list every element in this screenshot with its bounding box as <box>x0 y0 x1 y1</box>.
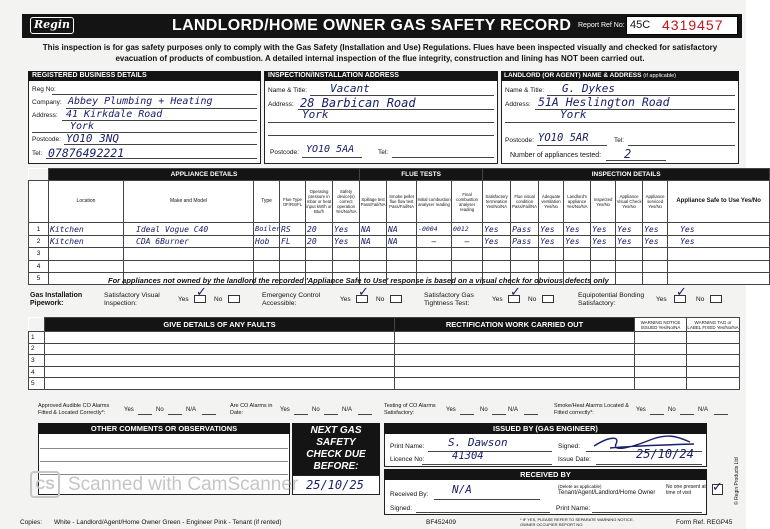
co-in-date-label: Are CO Alarms in Date: <box>230 403 273 416</box>
landlord-postcode: YO10 5AR <box>538 132 589 144</box>
table-row: 5 <box>29 378 740 390</box>
received-parties: Tenant/Agent/Landlord/Home Owner <box>558 490 656 496</box>
table-row: 2 <box>29 343 740 355</box>
smoke-alarm-label: Smoke/Heat Alarms Located & Fitted correctly*: <box>554 403 629 416</box>
appliances-tested-value: 2 <box>624 147 632 161</box>
col-flue-type: Flue Type OF/RS/FL <box>280 181 306 223</box>
business-address2: York <box>70 121 95 132</box>
col-type: Type <box>254 181 280 223</box>
installation-name: Vacant <box>330 82 370 95</box>
flue-tests-heading: FLUE TESTS <box>360 169 483 181</box>
gas-safety-record-form: Regin LANDLORD/HOME OWNER GAS SAFETY RECORD Report Ref No: 45C 4319457 This inspection is for gas safety purposes only to comply with the Gas Safety (Installation and Use) Regulations. Flues have been inspected visually and checked for satisfactory evacuation of products of combustion. A detailed internal inspection of the flue integrity, construction and lining has NOT been carried out. REGISTERED BUSINESS DETAILS Reg No: Company: Abbey Plumbing + Heating Address: 41 Kirkdale Road York Postcode: YO10 3NQ Tel: 07876492221 INSPECTION/INSTALLATION ADDRESS Name & Title: Vacant Address: 28 Barbican Road York Postcode: YO10 5AA Tel: LANDLORD (OR AGENT) NAME & ADDRESS (if applicable) Name & Title: G. Dykes Address: 51A Heslington Road York Postcode: YO10 5AR Tel: Number of appliances tested: 2 APPLIANCE DETAILS FLUE TESTS INSPECTION DETAILS Location Make and Model Type Flue Type OF/RS/FL Operating pressure in mbar or heat input kW/h or Btu/h Safety device(s) correct operation Yes/No/NA Spillage test Pass/Fail/NA Smoke pellet flue flow test Pass/Fail/NA Initial combustion analyser reading Final combustion analyser reading Satisfactory termination Yes/No/NA Flue visual condition Pass/Fail/NA Adequate ventilation Yes/No Landlord's appliance Yes/No/NA Inspected Yes/No Appliance Visual Check Yes/No Appliance serviced Yes/No Appliance Safe to Use Yes/No 1 Kitchen Ideal Vogue C40 Boiler RS 20 Yes NA NA -0004 0012 Yes Pass Yes Yes Yes Yes Yes Yes 2 Kitchen CDA 6Burner Hob FL 20 Yes NA NA — — Yes Pass Yes Yes Yes Yes Yes Yes 3 4 5 For appliances not owned by the landlord the recorded 'Appliance Safe to Use' response is based on a visual check for obvious defects only Gas Installation Pipework: Satisfactory Visual Inspection: Yes ✓ No Emergency Control Accessible: Yes ✓ No Satisfactory Gas Tightness Test: Yes ✓ No Equipotential Bonding Satisfactory: Yes ✓ No GIVE DETAILS OF ANY FAULTS RECTIFICATION WORK CARRIED OUT WARNING NOTICE ISSUED Yes/No/NA WARNING TAG or LABEL FIXED Yes/No/NA 1 2 3 4 5 Approved Audible CO Alarms Fitted & Located Correctly*: Yes No N/A Are CO Alarms in Date: Yes No N/A Testing of CO Alarms Satisfactory: Yes No N/A Smoke/Heat Alarms Located & Fitted correctly*: Yes No N/A OTHER COMMENTS OR OBSERVATIONS NEXT GAS SAFETY CHECK DUE BEFORE: 25/10/25 ISSUED BY (GAS ENGINEER) Print Name: S. Dawson Licence No: 41304 Signed: Issue Date: 25/10/24 RECEIVED BY Received By: N/A (Delete as applicable) Tenant/Agent/Landlord/Home Owner No one present at time of visit ✓ Signed: Print Name: CS Scanned with CamScanner © Regin Products Ltd Copies: White - Landlord/Agent/Home Owner Green - Engineer Pink - Tenant (if rented) BF452409 * IF YES, PLEASE REFER TO SEPARATE WARNING NOTICE, OWNER OCCUPIER REPORT NO. Form Ref. REGP45 <box>0 0 746 529</box>
col-initial: Initial combustion analyser reading <box>417 181 452 223</box>
col-landlord: Landlord's appliance Yes/No/NA <box>564 181 591 223</box>
business-address-label: Address: <box>32 112 58 119</box>
installation-address-label: Address: <box>268 101 294 108</box>
report-ref-number: 4319457 <box>662 17 724 33</box>
col-safety: Safety device(s) correct operation Yes/No/NA <box>333 181 360 223</box>
engineer-print-label: Print Name: <box>390 443 425 450</box>
col-pressure: Operating pressure in mbar or heat input kW/h or Btu/h <box>306 181 333 223</box>
visual-check-note: For appliances not owned by the landlord the recorded 'Appliance Safe to Use' response is based on a visual check for obvious defects only <box>108 276 609 285</box>
table-row: 2 Kitchen CDA 6Burner Hob FL 20 Yes NA NA — — Yes Pass Yes Yes Yes Yes Yes Yes <box>29 235 770 247</box>
side-note: © Regin Products Ltd <box>734 457 740 505</box>
table-row: 4 <box>29 366 740 378</box>
form-ref: Form Ref. REGP45 <box>676 519 733 526</box>
received-heading: RECEIVED BY <box>384 469 707 480</box>
landlord-address1: 51A Heslington Road <box>538 95 670 109</box>
bf-code: BF452409 <box>426 519 456 526</box>
no-one-present-label: No one present at time of visit <box>666 484 706 496</box>
landlord-address-label: Address: <box>505 101 531 108</box>
col-inspected: Inspected Yes/No <box>591 181 616 223</box>
copies-text: White - Landlord/Agent/Home Owner Green - Engineer Pink - Tenant (if rented) <box>54 519 282 526</box>
installation-name-label: Name & Title: <box>268 87 308 94</box>
landlord-heading-bar <box>501 71 739 81</box>
next-check-date: 25/10/25 <box>306 478 364 492</box>
col-spillage: Spillage test Pass/Fail/NA <box>360 181 387 223</box>
pipework-label: Gas Installation Pipework: <box>30 292 83 307</box>
landlord-postcode-label: Postcode: <box>505 137 534 144</box>
landlord-tel-label: Tel: <box>614 137 625 144</box>
business-heading: REGISTERED BUSINESS DETAILS <box>28 71 261 81</box>
installation-postcode-label: Postcode: <box>270 149 299 156</box>
table-row: 1 Kitchen Ideal Vogue C40 Boiler RS 20 Yes NA NA -0004 0012 Yes Pass Yes Yes Yes Yes Yes Yes <box>29 223 770 235</box>
engineer-signed-label: Signed: <box>558 443 581 450</box>
installation-heading: INSPECTION/INSTALLATION ADDRESS <box>264 71 498 81</box>
business-address1: 41 Kirkdale Road <box>66 109 163 120</box>
licence-label: Licence No: <box>390 456 425 463</box>
pipework-bonding-no-checkbox[interactable] <box>710 295 722 303</box>
issued-heading: ISSUED BY (GAS ENGINEER) <box>384 423 707 434</box>
pipework-ecv-no-checkbox[interactable] <box>390 295 402 303</box>
landlord-name: G. Dykes <box>562 82 615 95</box>
company-value: Abbey Plumbing + Heating <box>68 96 213 107</box>
report-ref-prefix: 45C <box>630 19 651 31</box>
col-serviced: Appliance serviced Yes/No <box>643 181 668 223</box>
pipework-tightness-no-checkbox[interactable] <box>542 295 554 303</box>
landlord-heading: LANDLORD (OR AGENT) NAME & ADDRESS <box>504 72 642 79</box>
delete-note: (Delete as applicable) <box>558 484 602 489</box>
camscanner-logo: CS <box>30 471 60 498</box>
pipework-visual-label: Satisfactory Visual Inspection: <box>104 292 160 307</box>
reg-no-label: Reg No: <box>32 86 56 93</box>
received-by-value: N/A <box>452 483 472 496</box>
faults-heading: GIVE DETAILS OF ANY FAULTS <box>45 318 395 332</box>
table-row: 3 <box>29 248 770 260</box>
report-ref-label: Report Ref No: <box>578 22 625 29</box>
appliance-details-heading: APPLIANCE DETAILS <box>49 169 360 181</box>
landlord-address2: York <box>560 108 587 121</box>
issue-date: 25/10/24 <box>636 447 694 461</box>
landlord-heading-note: (if applicable) <box>643 73 676 79</box>
installation-tel-label: Tel: <box>378 149 389 156</box>
appliances-tested-label: Number of appliances tested: <box>510 152 602 159</box>
received-by-label: Received By: <box>390 491 429 498</box>
co-fitted-label: Approved Audible CO Alarms Fitted & Located Correctly*: <box>38 403 110 416</box>
received-signed-label: Signed: <box>390 505 413 512</box>
col-smoke: Smoke pellet flue flow test Pass/Fail/NA <box>387 181 417 223</box>
next-check-box: NEXT GAS SAFETY CHECK DUE BEFORE: <box>292 423 380 475</box>
tick-icon: ✓ <box>676 285 687 300</box>
pipework-visual-no-checkbox[interactable] <box>228 295 240 303</box>
col-termination: Satisfactory termination Yes/No/NA <box>483 181 511 223</box>
table-row: 5 <box>29 272 770 284</box>
warning-tag-heading: WARNING TAG or LABEL FIXED Yes/No/NA <box>687 319 739 330</box>
rectification-heading: RECTIFICATION WORK CARRIED OUT <box>395 318 635 332</box>
col-safe: Appliance Safe to Use Yes/No <box>668 181 770 223</box>
tick-icon: ✓ <box>196 285 207 300</box>
licence-value: 41304 <box>452 450 484 462</box>
inspection-details-heading: INSPECTION DETAILS <box>483 169 770 181</box>
col-visual-check: Appliance Visual Check Yes/No <box>616 181 643 223</box>
business-tel-label: Tel: <box>32 150 43 157</box>
faults-table <box>28 317 740 390</box>
tick-icon: ✓ <box>358 285 369 300</box>
footer-note: * IF YES, PLEASE REFER TO SEPARATE WARNING NOTICE, OWNER OCCUPIER REPORT NO. <box>520 517 634 527</box>
pipework-ecv-label: Emergency Control Accessible: <box>262 292 321 307</box>
col-ventilation: Adequate ventilation Yes/No <box>539 181 564 223</box>
col-make: Make and Model <box>124 181 254 223</box>
copies-label: Copies: <box>20 519 43 526</box>
intro-text: This inspection is for gas safety purposes only to comply with the Gas Safety (Installation and Use) Regulations. Flues have been inspected visually and checked for satisfactory evacuation of products of combustion. A detailed internal inspection of the flue integrity, construction and lining has NOT been carried out. <box>42 43 718 63</box>
comments-heading: OTHER COMMENTS OR OBSERVATIONS <box>38 423 290 434</box>
tick-icon: ✓ <box>712 480 723 495</box>
table-row: 4 <box>29 260 770 272</box>
business-postcode-label: Postcode: <box>32 136 61 143</box>
issue-date-label: Issue Date: <box>558 456 591 463</box>
warning-issued-heading: WARNING NOTICE ISSUED Yes/No/NA <box>635 318 687 332</box>
col-visual: Flue visual condition Pass/Fail/NA <box>511 181 539 223</box>
appliance-table <box>28 168 770 285</box>
pipework-bonding-label: Equipotential Bonding Satisfactory: <box>578 292 645 307</box>
landlord-name-label: Name & Title: <box>505 87 545 94</box>
company-label: Company: <box>32 99 62 106</box>
table-row: 3 <box>29 355 740 367</box>
tick-icon: ✓ <box>510 285 521 300</box>
form-title: LANDLORD/HOME OWNER GAS SAFETY RECORD <box>172 17 572 34</box>
business-tel: 07876492221 <box>48 146 125 160</box>
landlord-box <box>501 71 739 164</box>
camscanner-watermark: Scanned with CamScanner <box>68 474 299 495</box>
col-final: Final combustion analyser reading <box>452 181 483 223</box>
brand-name: Regin <box>33 18 70 31</box>
table-row: 1 <box>29 332 740 344</box>
col-location: Location <box>49 181 124 223</box>
co-testing-label: Testing of CO Alarms Satisfactory: <box>384 403 436 416</box>
installation-postcode: YO10 5AA <box>306 144 355 155</box>
business-postcode: YO10 3NQ <box>66 132 119 145</box>
installation-address1: 28 Barbican Road <box>300 96 416 110</box>
engineer-print-name: S. Dawson <box>448 436 508 449</box>
pipework-tightness-label: Satisfactory Gas Tightness Test: <box>424 292 474 307</box>
received-print-label: Print Name: <box>556 505 591 512</box>
installation-address2: York <box>302 108 329 121</box>
